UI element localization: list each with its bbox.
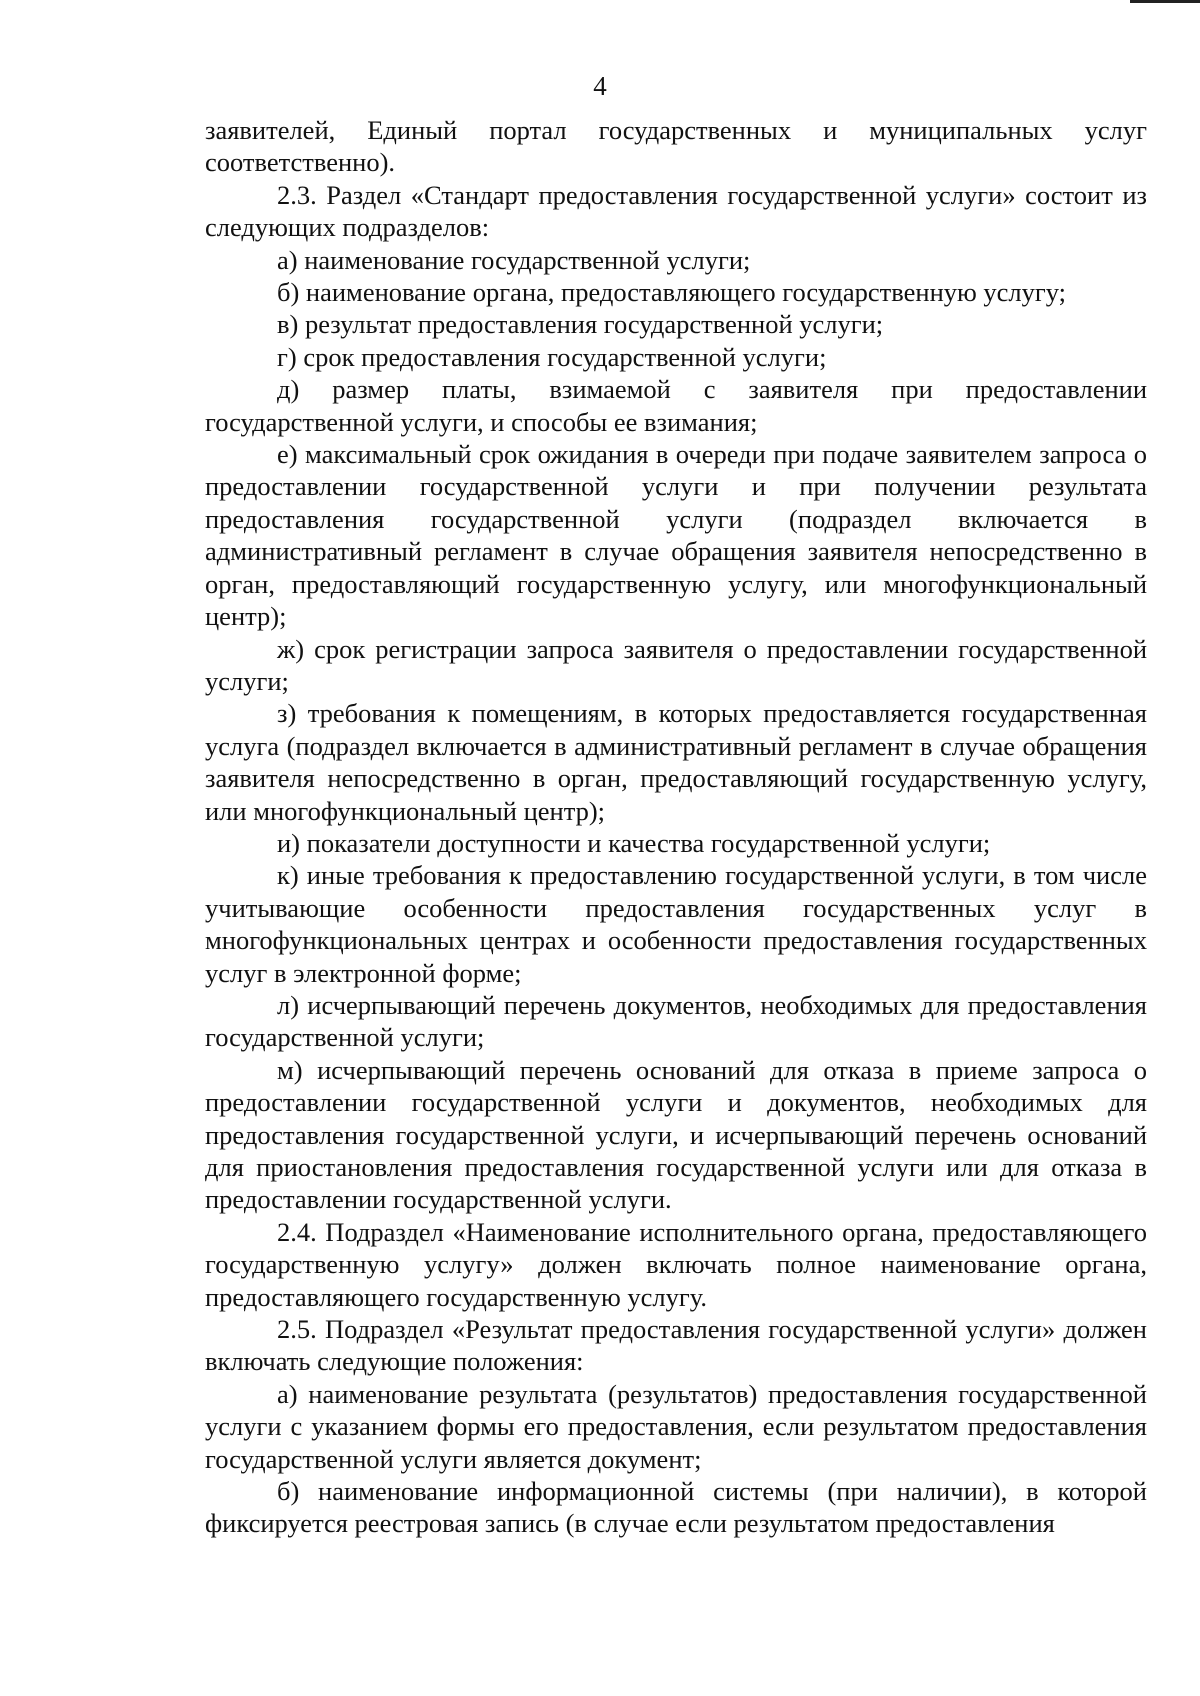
paragraph: 2.5. Подраздел «Результат предоставления государственной услуги» должен включать следующие положения: — [205, 1314, 1147, 1377]
list-item: и) показатели доступности и качества государственной услуги; — [277, 827, 991, 858]
list-item: б) наименование информационной системы (при наличии), в которой фиксируется реестровая запись (в случае если результатом предоставления — [205, 1476, 1147, 1539]
list-item: а) наименование государственной услуги; — [277, 244, 751, 275]
paragraph: 2.3. Раздел «Стандарт предоставления государственной услуги» состоит из следующих подразделов: — [205, 179, 1147, 243]
list-item: в) результат предоставления государственной услуги; — [277, 309, 884, 340]
list-item: а) наименование результата (результатов) предоставления государственной услуги с указанием формы его предоставления, если результатом предоставления государственной услуги является документ; — [205, 1378, 1147, 1474]
paragraph: заявителей, Единый портал государственных и муниципальных услуг соответственно). — [205, 115, 1147, 178]
list-item: г) срок предоставления государственной услуги; — [277, 341, 827, 372]
list-item: б) наименование органа, предоставляющего государственную услугу; — [277, 277, 1067, 308]
list-item: м) исчерпывающий перечень оснований для отказа в приеме запроса о предоставлении государственной услуги и документов, необходимых для предоставления государственной услуги, и исчерпывающий перечень оснований для приостановления предоставления государственной услуги или для отказа в предоставлении государственной услуги. — [205, 1054, 1147, 1215]
list-item: з) требования к помещениям, в которых предоставляется государственная услуга (подраздел включается в административный регламент в случае обращения заявителя непосредственно в орган, предоставляющий государственную услугу, или многофункциональный центр); — [205, 698, 1147, 826]
page-number: 4 — [593, 71, 607, 101]
paragraph: 2.4. Подраздел «Наименование исполнительного органа, предоставляющего государственную услугу» должен включать полное наименование органа, предоставляющего государственную услугу. — [205, 1216, 1147, 1312]
list-item: ж) срок регистрации запроса заявителя о предоставлении государственной услуги; — [205, 633, 1147, 696]
document-body — [205, 114, 1147, 1540]
list-item: к) иные требования к предоставлению государственной услуги, в том числе учитывающие особенности предоставления государственных услуг в многофункциональных центрах и особенности предоставления государственных услуг в электронной форме; — [205, 860, 1147, 988]
list-item: е) максимальный срок ожидания в очереди при подаче заявителем запроса о предоставлении государственной услуги и при получении результата предоставления государственной услуги (подраздел включается в административный регламент в случае обращения заявителя непосредственно в орган, предоставляющий государственную услугу, или многофункциональный центр); — [205, 439, 1147, 632]
list-item: л) исчерпывающий перечень документов, необходимых для предоставления государственной услуги; — [205, 989, 1147, 1053]
list-item: д) размер платы, взимаемой с заявителя при предоставлении государственной услуги, и способы ее взимания; — [205, 374, 1147, 437]
scan-edge-mark — [1130, 0, 1200, 3]
